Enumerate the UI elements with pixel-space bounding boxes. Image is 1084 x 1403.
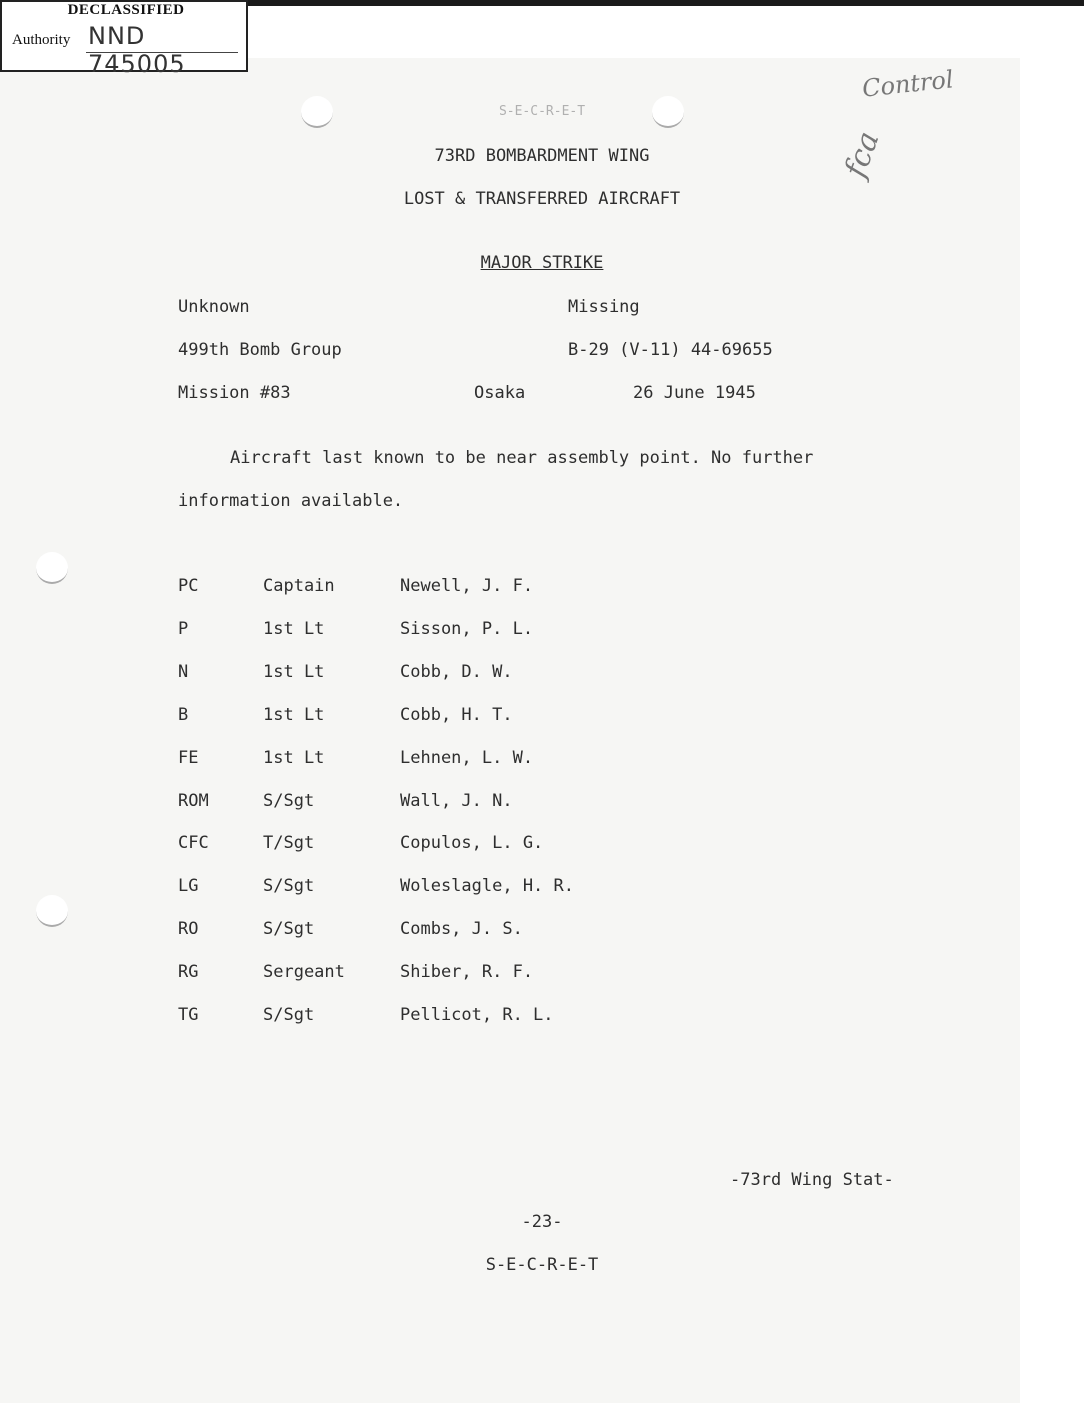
bomb-group: 499th Bomb Group bbox=[178, 340, 342, 360]
classification-footer: S-E-C-R-E-T bbox=[485, 1255, 599, 1275]
declassified-stamp bbox=[0, 0, 248, 78]
crew-name: Cobb, D. W. bbox=[400, 661, 513, 682]
crew-rank: Captain bbox=[263, 576, 335, 596]
crew-name: Copulos, L. G. bbox=[400, 833, 544, 854]
narrative-line-2: information available. bbox=[178, 491, 404, 511]
crew-name: Shiber, R. F. bbox=[400, 962, 534, 983]
crew-position: RG bbox=[178, 962, 199, 983]
crew-rank: 1st Lt bbox=[263, 618, 325, 639]
page-number: -23- bbox=[521, 1212, 563, 1232]
category-heading: MAJOR STRIKE bbox=[480, 253, 604, 273]
crew-position: ROM bbox=[178, 790, 209, 811]
punch-hole bbox=[36, 552, 68, 584]
crew-name: Wall, J. N. bbox=[400, 790, 513, 811]
report-title: LOST & TRANSFERRED AIRCRAFT bbox=[403, 189, 681, 209]
crew-name: Woleslagle, H. R. bbox=[400, 876, 574, 897]
narrative-line-1: Aircraft last known to be near assembly point. No further bbox=[230, 448, 814, 468]
crew-position: LG bbox=[178, 876, 199, 897]
crew-rank: S/Sgt bbox=[263, 1005, 315, 1025]
crew-position: RO bbox=[178, 919, 199, 940]
mission-target: Osaka bbox=[474, 383, 526, 403]
crew-rank: T/Sgt bbox=[263, 833, 315, 854]
loss-cause: Unknown bbox=[178, 297, 250, 317]
crew-name: Pellicot, R. L. bbox=[400, 1005, 554, 1025]
crew-rank: 1st Lt bbox=[263, 661, 325, 682]
crew-position: P bbox=[178, 618, 189, 639]
mission-date: 26 June 1945 bbox=[633, 383, 756, 403]
stamp-underline bbox=[86, 52, 238, 53]
crew-position: B bbox=[178, 704, 189, 725]
crew-rank: Sergeant bbox=[263, 962, 345, 983]
aircraft-id: B-29 (V-11) 44-69655 bbox=[568, 340, 773, 360]
crew-name: Cobb, H. T. bbox=[400, 704, 513, 725]
crew-rank: 1st Lt bbox=[263, 747, 325, 768]
crew-position: FE bbox=[178, 747, 199, 768]
crew-rank: S/Sgt bbox=[263, 876, 315, 897]
source-note: -73rd Wing Stat- bbox=[730, 1170, 894, 1190]
crew-rank: S/Sgt bbox=[263, 919, 315, 940]
crew-position: CFC bbox=[178, 833, 209, 854]
handwritten-note: Control bbox=[860, 65, 955, 103]
crew-rank: S/Sgt bbox=[263, 790, 315, 811]
crew-name: Combs, J. S. bbox=[400, 919, 523, 940]
crew-name: Lehnen, L. W. bbox=[400, 747, 534, 768]
mission-number: Mission #83 bbox=[178, 383, 291, 403]
stamp-authority-label: Authority bbox=[12, 32, 71, 48]
punch-hole bbox=[36, 895, 68, 927]
stamp-title: DECLASSIFIED bbox=[67, 2, 185, 18]
handwritten-initials: fca bbox=[838, 126, 887, 182]
faded-classification: S-E-C-R-E-T bbox=[498, 104, 586, 119]
crew-name: Sisson, P. L. bbox=[400, 618, 534, 639]
crew-name: Newell, J. F. bbox=[400, 576, 534, 596]
crew-position: TG bbox=[178, 1005, 199, 1025]
crew-position: PC bbox=[178, 576, 199, 596]
stamp-authority-number: NND 745005 bbox=[88, 22, 186, 78]
crew-position: N bbox=[178, 661, 189, 682]
crew-rank: 1st Lt bbox=[263, 704, 325, 725]
aircraft-status: Missing bbox=[568, 297, 640, 317]
wing-title: 73RD BOMBARDMENT WING bbox=[434, 146, 650, 166]
